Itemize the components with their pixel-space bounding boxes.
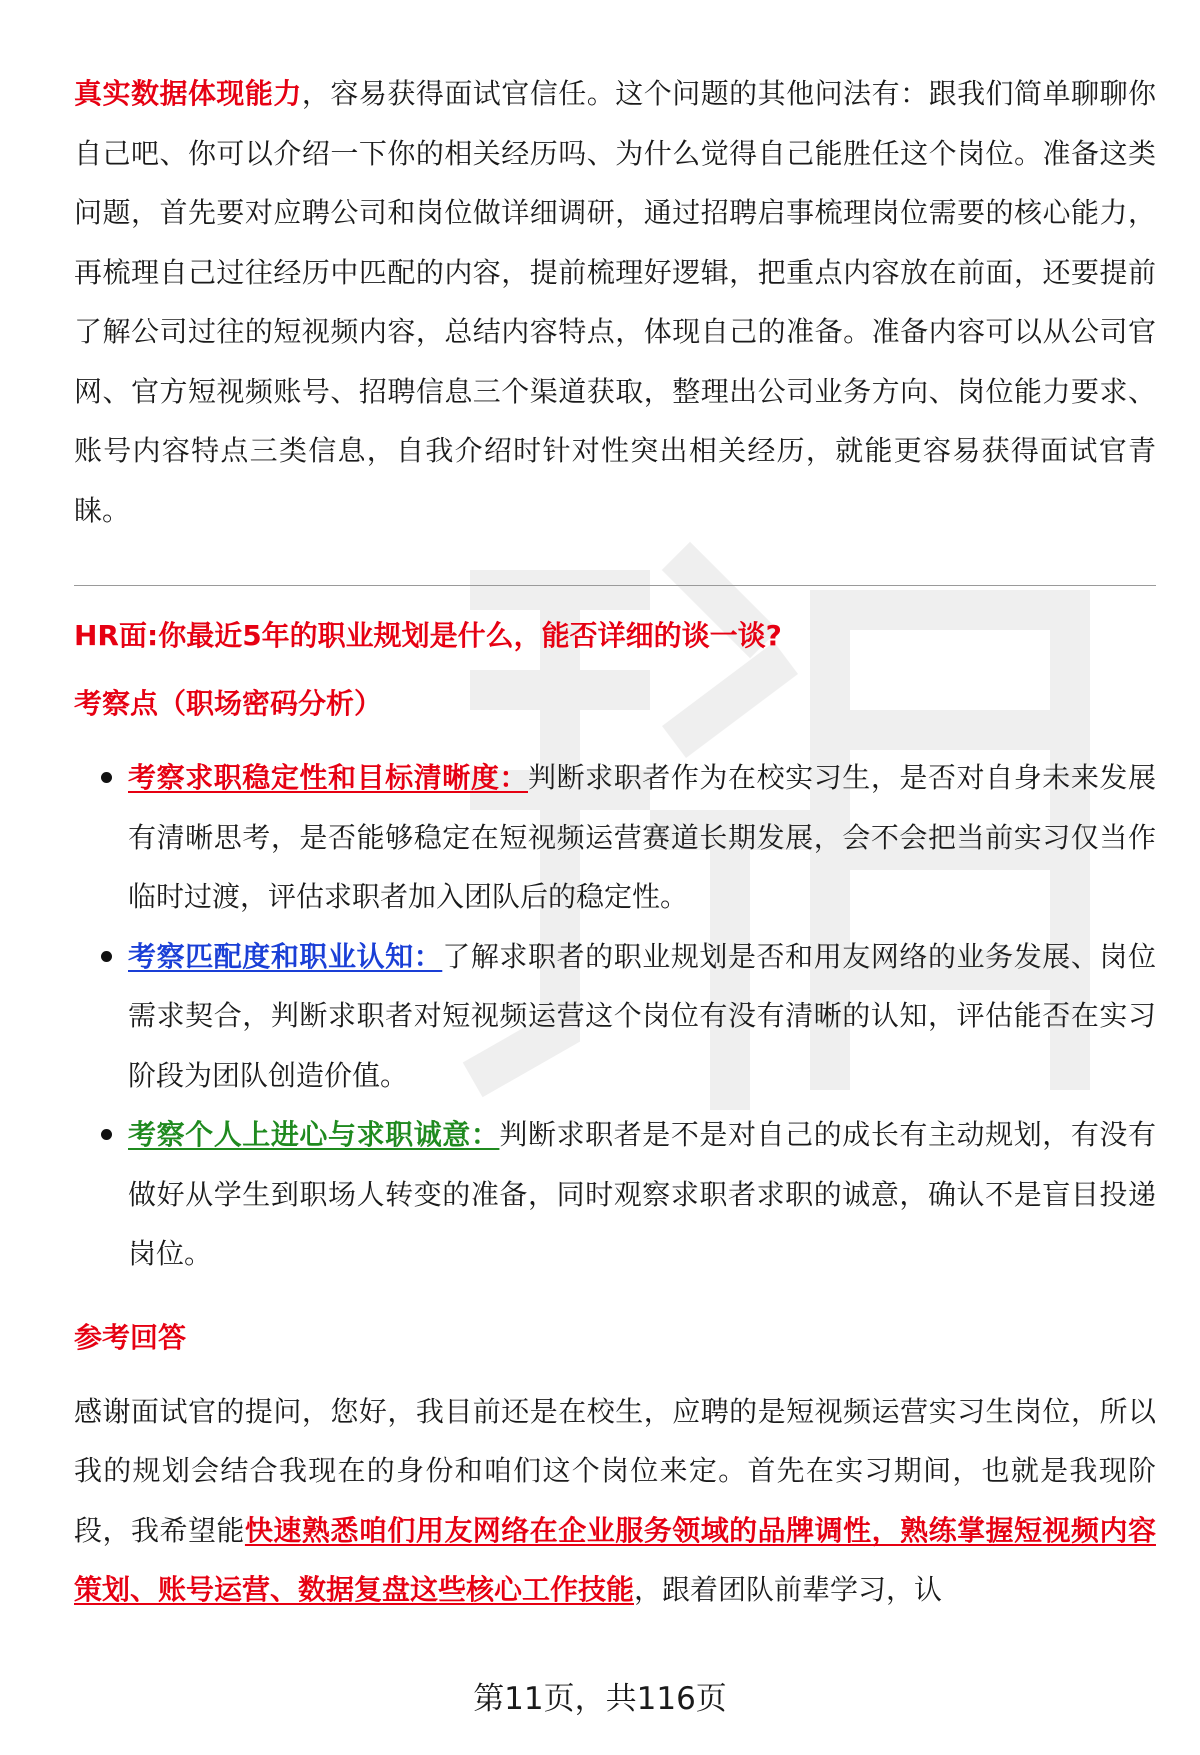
intro-highlight: 真实数据体现能力 xyxy=(74,77,302,110)
document-page xyxy=(74,64,1156,1620)
answer-heading: 参考回答 xyxy=(74,1320,187,1354)
list-item xyxy=(74,927,1156,1106)
answer-paragraph xyxy=(74,1382,1156,1620)
bullet-text: 了解求职者的职业规划是否和用友网络的业务发展、岗位需求契合，判断求职者对短视频运营这个岗位有没有清晰的认知，评估能否在实习阶段为团队创造价值。 xyxy=(128,939,1156,1092)
bullet-text: 判断求职者是不是对自己的成长有主动规划，有没有做好从学生到职场人转变的准备，同时观察求职者求职的诚意，确认不是盲目投递岗位。 xyxy=(128,1118,1156,1270)
bullet-icon xyxy=(101,951,112,962)
bullet-text: 判断求职者作为在校实习生，是否对自身未来发展有清晰思考，是否能够稳定在短视频运营赛道长期发展，会不会把当前实习仅当作临时过渡，评估求职者加入团队后的稳定性。 xyxy=(128,761,1156,913)
list-item xyxy=(74,1105,1156,1284)
section-divider xyxy=(74,585,1156,586)
bullet-label: 考察求职稳定性和目标清晰度： xyxy=(128,761,528,794)
bullet-icon xyxy=(101,772,112,783)
question-heading: HR面:你最近5年的职业规划是什么，能否详细的谈一谈? xyxy=(74,619,782,652)
answer-text-before: 感谢面试官的提问，您好，我目前还是在校生，应聘的是短视频运营实习生岗位，所以我的规划会结合我现在的身份和咱们这个岗位来定。首先在实习期间，也就是我现阶段，我希望能 xyxy=(74,1394,1156,1547)
bullet-icon xyxy=(101,1129,112,1140)
list-item xyxy=(74,748,1156,927)
analysis-list xyxy=(74,748,1156,1284)
answer-text-after: ，跟着团队前辈学习，认 xyxy=(634,1573,943,1606)
bullet-label: 考察匹配度和职业认知： xyxy=(128,939,443,973)
page-footer: 第11页，共116页 xyxy=(473,1681,727,1717)
answer-highlight: 快速熟悉咱们用友网络在企业服务领域的品牌调性，熟练掌握短视频内容策划、账号运营、数据复盘这些核心工作技能 xyxy=(74,1513,1156,1606)
intro-paragraph xyxy=(74,64,1156,540)
intro-text: ，容易获得面试官信任。这个问题的其他问法有：跟我们简单聊聊你自己吧、你可以介绍一下你的相关经历吗、为什么觉得自己能胜任这个岗位。准备这类问题，首先要对应聘公司和岗位做详细调研，通过招聘启事梳理岗位需要的核心能力，再梳理自己过往经历中匹配的内容，提前梳理好逻辑，把重点内容放在前面，还要提前了解公司过往的短视频内容，总结内容特点，体现自己的准备。准备内容可以从公司官网、官方短视频账号、招聘信息三个渠道获取，整理出公司业务方向、岗位能力要求、账号内容特点三类信息，自我介绍时针对性突出相关经历，就能更容易获得面试官青睐。 xyxy=(74,77,1156,527)
bullet-label: 考察个人上进心与求职诚意： xyxy=(128,1118,500,1151)
analysis-heading: 考察点（职场密码分析） xyxy=(74,687,383,720)
